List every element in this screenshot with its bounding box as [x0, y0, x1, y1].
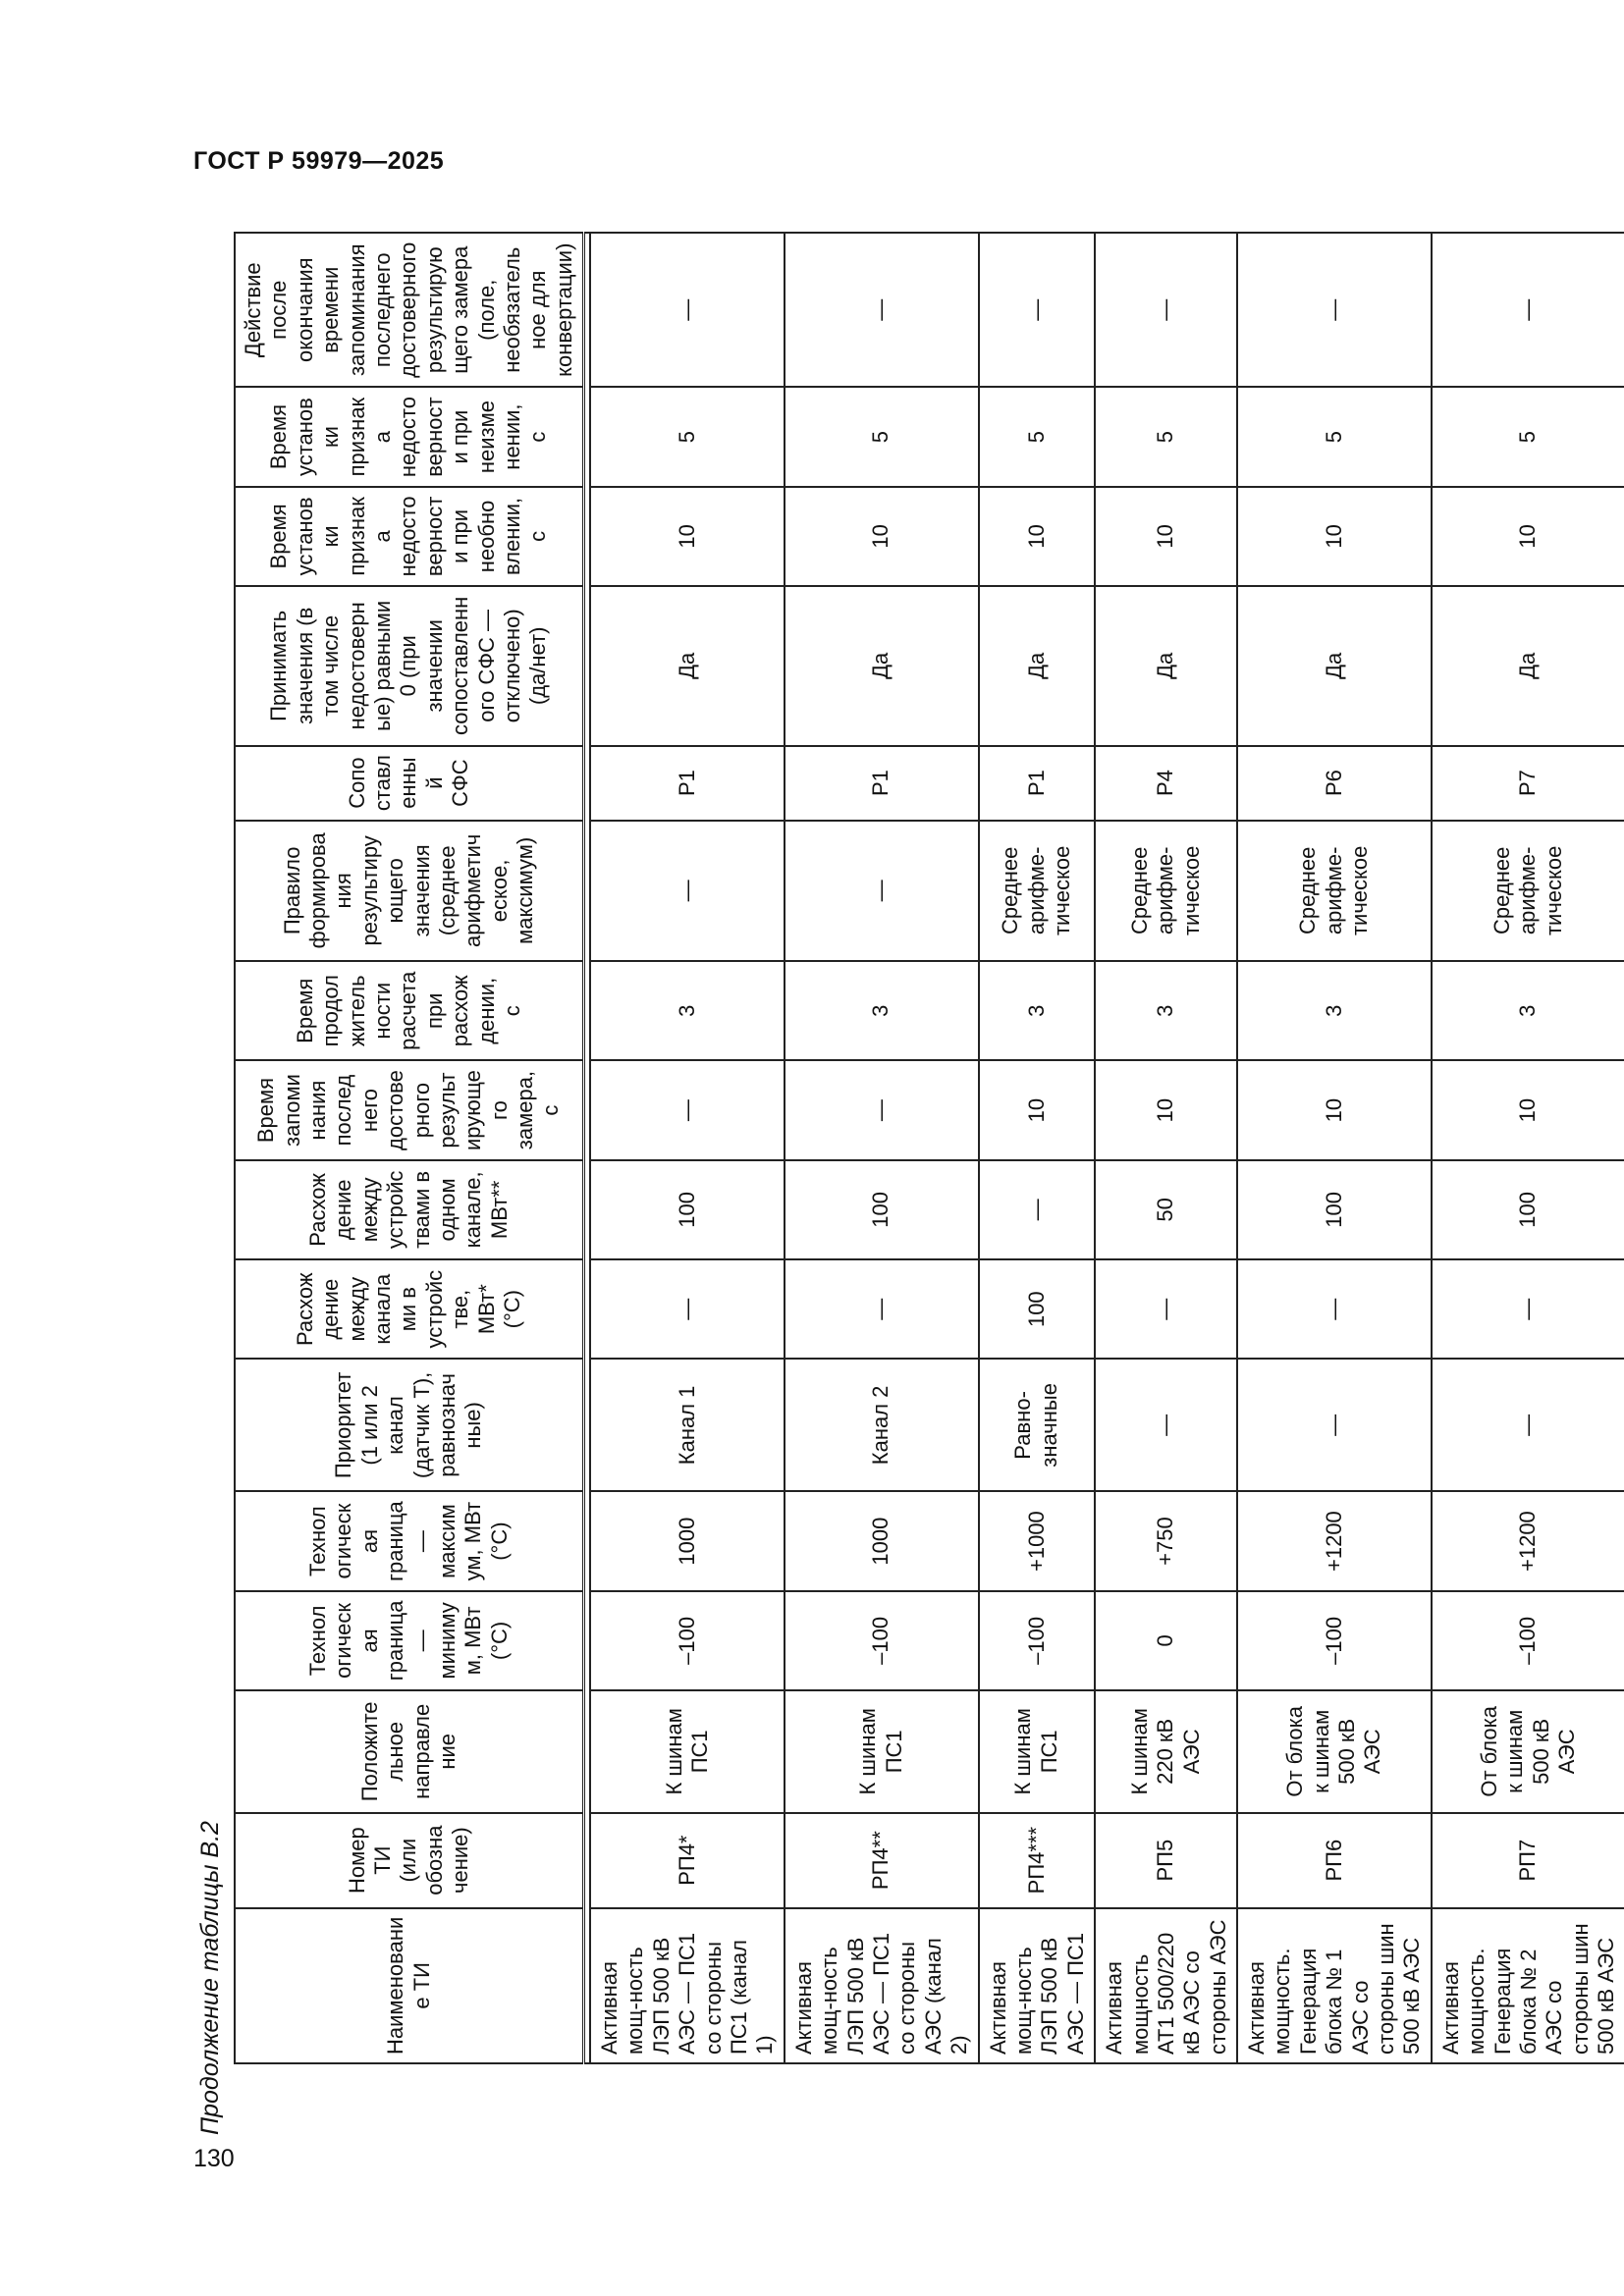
table-body	[584, 233, 1624, 2063]
table-cell: 0	[1095, 1591, 1237, 1690]
table-cell: 10	[1095, 487, 1237, 586]
table-cell: РП5	[1095, 1813, 1237, 1908]
table-cell: Р1	[979, 746, 1096, 821]
table-cell: 5	[590, 387, 785, 486]
table-cell: К шинам ПС1	[590, 1690, 785, 1813]
table-cell: 100	[1237, 1160, 1432, 1259]
table-cell: —	[785, 821, 979, 962]
table-cell: 5	[979, 387, 1096, 486]
ti-name-cell: Активная мощность АТ1 500/220 кВ АЭС со стороны АЭС	[1095, 1908, 1237, 2063]
table-cell: 10	[1095, 1060, 1237, 1159]
column-header: Время запоминания последнего достоверного результирующего замера, с	[235, 1060, 584, 1159]
table-cell: Канал 1	[590, 1359, 785, 1491]
column-header: Время установки признака недостоверности при неизменении, с	[235, 387, 584, 486]
table-cell: —	[785, 1060, 979, 1159]
table-cell: 10	[979, 1060, 1096, 1159]
table-cell: –100	[1432, 1591, 1624, 1690]
table-cell: Равно-значные	[979, 1359, 1096, 1491]
table-cell: РП7	[1432, 1813, 1624, 1908]
table-cell: К шинам ПС1	[979, 1690, 1096, 1813]
table-cell: Р7	[1432, 746, 1624, 821]
column-header: Время установки признака недостоверности при необновлении, с	[235, 487, 584, 586]
table-cell: Среднее арифме-тическое	[979, 821, 1096, 962]
table-cell: 10	[979, 487, 1096, 586]
column-header: Приоритет (1 или 2 канал (датчик Т), равнозначные)	[235, 1359, 584, 1491]
table-cell: Р1	[590, 746, 785, 821]
column-header: Время продолжительности расчета при расхождении, с	[235, 961, 584, 1060]
document-header: ГОСТ Р 59979—2025	[193, 147, 445, 175]
table-cell: 3	[1432, 961, 1624, 1060]
table-rotated-container	[234, 232, 1619, 2064]
column-header: Технологическая граница — максимум, МВт (°С)	[235, 1491, 584, 1590]
column-header: Сопоставленный СФС	[235, 746, 584, 821]
table-cell: 1000	[590, 1491, 785, 1590]
column-header: Положительное направление	[235, 1690, 584, 1813]
table-cell: 50	[1095, 1160, 1237, 1259]
table-cell: РП4***	[979, 1813, 1096, 1908]
table-cell: 10	[590, 487, 785, 586]
table-cell: 100	[785, 1160, 979, 1259]
table-cell: —	[785, 1259, 979, 1359]
table-cell: 10	[1237, 487, 1432, 586]
table-row	[1432, 233, 1624, 2063]
table-cell: К шинам ПС1	[785, 1690, 979, 1813]
table-cell: РП6	[1237, 1813, 1432, 1908]
table-cell: –100	[590, 1591, 785, 1690]
table-cell: 10	[785, 487, 979, 586]
table-cell: —	[785, 233, 979, 387]
table-row	[979, 233, 1096, 2063]
table-cell: Среднее арифме-тическое	[1237, 821, 1432, 962]
table-cell: Р1	[785, 746, 979, 821]
table-cell: —	[1237, 1259, 1432, 1359]
table-row	[1095, 233, 1237, 2063]
table-cell: –100	[1237, 1591, 1432, 1690]
ti-name-cell: Активная мощ-ность ЛЭП 500 кВ АЭС — ПС1 со стороны АЭС (канал 2)	[785, 1908, 979, 2063]
table-cell: —	[1237, 233, 1432, 387]
column-header: Правило формирования результирующего значения (среднее арифметическое, максимум)	[235, 821, 584, 962]
table-cell: 3	[785, 961, 979, 1060]
table-cell: Да	[1095, 586, 1237, 746]
table-cell: 100	[979, 1259, 1096, 1359]
column-header: Технологическая граница — минимум, МВт (°С)	[235, 1591, 584, 1690]
table-cell: —	[590, 821, 785, 962]
table-cell: +1200	[1432, 1491, 1624, 1590]
ti-name-cell: Активная мощность. Генерация блока № 2 АЭС со стороны шин 500 кВ АЭС	[1432, 1908, 1624, 2063]
table-cell: 3	[590, 961, 785, 1060]
table-cell: От блока к шинам 500 кВ АЭС	[1237, 1690, 1432, 1813]
table-cell: 100	[590, 1160, 785, 1259]
table-cell: 3	[1237, 961, 1432, 1060]
table-cell: —	[1432, 1359, 1624, 1491]
table-cell: —	[590, 233, 785, 387]
table-cell: —	[979, 1160, 1096, 1259]
table-cell: —	[590, 1060, 785, 1159]
table-cell: 100	[1432, 1160, 1624, 1259]
table-cell: РП4*	[590, 1813, 785, 1908]
table-cell: —	[1237, 1359, 1432, 1491]
table-row	[590, 233, 785, 2063]
table-cell: 1000	[785, 1491, 979, 1590]
column-header: Номер ТИ (или обозначение)	[235, 1813, 584, 1908]
table-cell: 5	[1432, 387, 1624, 486]
table-cell: 10	[1237, 1060, 1432, 1159]
column-header: Расхождение между устройствами в одном канале, МВт**	[235, 1160, 584, 1259]
table-cell: —	[1095, 233, 1237, 387]
table-cell: —	[1432, 233, 1624, 387]
ti-name-cell: Активная мощность. Генерация блока № 1 АЭС со стороны шин 500 кВ АЭС	[1237, 1908, 1432, 2063]
table-cell: Да	[785, 586, 979, 746]
table-cell: Да	[1432, 586, 1624, 746]
table-cell: Среднее арифме-тическое	[1095, 821, 1237, 962]
ti-name-cell: Активная мощ-ность ЛЭП 500 кВ АЭС — ПС1	[979, 1908, 1096, 2063]
table-continuation-caption: Продолжение таблицы В.2	[196, 1821, 224, 2135]
table-cell: –100	[979, 1591, 1096, 1690]
data-table	[234, 232, 1624, 2064]
column-header: Наименование ТИ	[235, 1908, 584, 2063]
table-cell: +1000	[979, 1491, 1096, 1590]
table-cell: Р6	[1237, 746, 1432, 821]
table-cell: Да	[1237, 586, 1432, 746]
table-header-row	[235, 233, 584, 2063]
table-cell: 3	[979, 961, 1096, 1060]
table-cell: 10	[1432, 487, 1624, 586]
table-cell: +750	[1095, 1491, 1237, 1590]
table-cell: РП4**	[785, 1813, 979, 1908]
table-cell: —	[1095, 1259, 1237, 1359]
table-cell: Р4	[1095, 746, 1237, 821]
table-cell: 5	[1237, 387, 1432, 486]
table-cell: 5	[785, 387, 979, 486]
column-header: Действие после окончания времени запоминания последнего достоверного результирующего замера (поле, необязательное для конвертации)	[235, 233, 584, 387]
table-cell: От блока к шинам 500 кВ АЭС	[1432, 1690, 1624, 1813]
table-row	[1237, 233, 1432, 2063]
table-cell: 3	[1095, 961, 1237, 1060]
table-row	[785, 233, 979, 2063]
page-number: 130	[193, 2145, 235, 2172]
table-cell: Да	[590, 586, 785, 746]
table-cell: +1200	[1237, 1491, 1432, 1590]
table-cell: —	[1432, 1259, 1624, 1359]
column-header: Расхождение между каналами в устройстве, МВт* (°С)	[235, 1259, 584, 1359]
table-cell: Да	[979, 586, 1096, 746]
table-cell: Канал 2	[785, 1359, 979, 1491]
table-cell: К шинам 220 кВ АЭС	[1095, 1690, 1237, 1813]
table-cell: Среднее арифме-тическое	[1432, 821, 1624, 962]
table-cell: —	[1095, 1359, 1237, 1491]
table-cell: 5	[1095, 387, 1237, 486]
table-cell: —	[979, 233, 1096, 387]
table-cell: —	[590, 1259, 785, 1359]
table-cell: 10	[1432, 1060, 1624, 1159]
ti-name-cell: Активная мощ-ность ЛЭП 500 кВ АЭС — ПС1 со стороны ПС1 (канал 1)	[590, 1908, 785, 2063]
column-header: Принимать значения (в том числе недостоверные) равными 0 (при значении сопоставленного СФС — отключено) (да/нет)	[235, 586, 584, 746]
table-cell: –100	[785, 1591, 979, 1690]
